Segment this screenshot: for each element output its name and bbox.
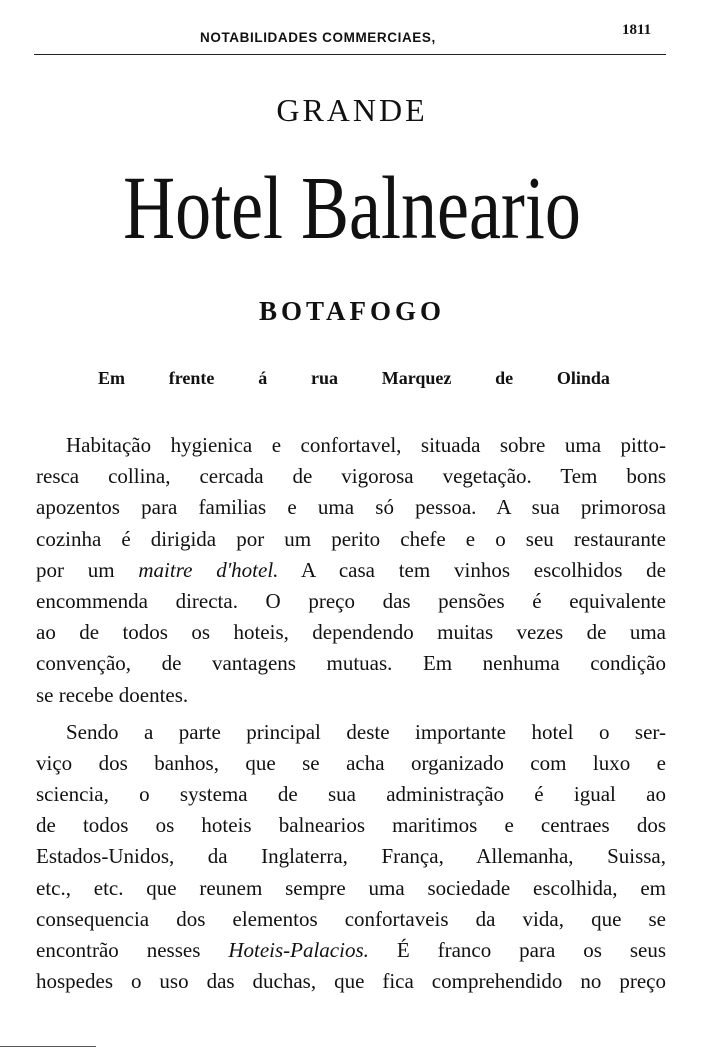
- text-line: apozentos para familias e uma só pessoa. A sua primorosa: [36, 495, 666, 520]
- text-line: encontrão nesses Hoteis-Palacios. É franco para os seus: [36, 938, 666, 962]
- italic-term: maitre d'hotel.: [138, 557, 279, 582]
- text-line: de todos os hoteis balnearios maritimos e centraes dos: [36, 813, 666, 838]
- running-title: NOTABILIDADES COMMERCIAES,: [200, 30, 436, 45]
- address-word: de: [495, 368, 514, 388]
- text-line: sciencia, o systema de sua administração é igual ao: [36, 782, 666, 807]
- text-line: cozinha é dirigida por um perito chefe e o seu restaurante: [36, 526, 666, 551]
- footer-rule: [0, 1046, 96, 1047]
- text-line: se recebe doentes.: [36, 682, 189, 707]
- text-line: hospedes o uso das duchas, que fica comprehendido no preço: [36, 969, 666, 994]
- address-word: á: [258, 368, 268, 388]
- advert-body: [36, 430, 666, 997]
- address-word: rua: [310, 368, 338, 388]
- text-line: Habitação hygienica e confortavel, situada sobre uma pitto-: [66, 433, 666, 457]
- hotel-address: [98, 368, 610, 389]
- text-line: por um maitre d'hotel. A casa tem vinhos escolhidos de: [36, 557, 667, 582]
- text-line: Sendo a parte principal deste importante hotel o ser-: [66, 719, 666, 744]
- text-line: encommenda directa. O preço das pensões é equivalente: [36, 588, 666, 613]
- advert-kicker: GRANDE: [276, 92, 428, 128]
- text-line: viço dos banhos, que se acha organizado com luxo e: [36, 750, 666, 775]
- text-line: resca collina, cercada de vigorosa vegetação. Tem bons: [36, 464, 666, 489]
- text-line: convenção, de vantagens mutuas. Em nenhuma condição: [36, 651, 666, 676]
- italic-term: Hoteis-Palacios.: [228, 938, 369, 962]
- text-line: etc., etc. que reunem sempre uma sociedade escolhida, em: [36, 875, 666, 900]
- hotel-location: BOTAFOGO: [258, 296, 445, 326]
- address-word: frente: [168, 368, 215, 388]
- text-line: Estados-Unidos, da Inglaterra, França, Allemanha, Suissa,: [36, 844, 666, 869]
- header-rule: [34, 54, 666, 55]
- address-word: Em: [98, 368, 125, 388]
- hotel-name: Hotel Balneario: [123, 159, 581, 258]
- page-number: 1811: [622, 22, 652, 38]
- address-word: Olinda: [556, 368, 610, 388]
- address-word: Marquez: [381, 368, 452, 388]
- text-line: consequencia dos elementos confortaveis da vida, que se: [36, 906, 666, 931]
- text-line: ao de todos os hoteis, dependendo muitas vezes de uma: [36, 620, 666, 645]
